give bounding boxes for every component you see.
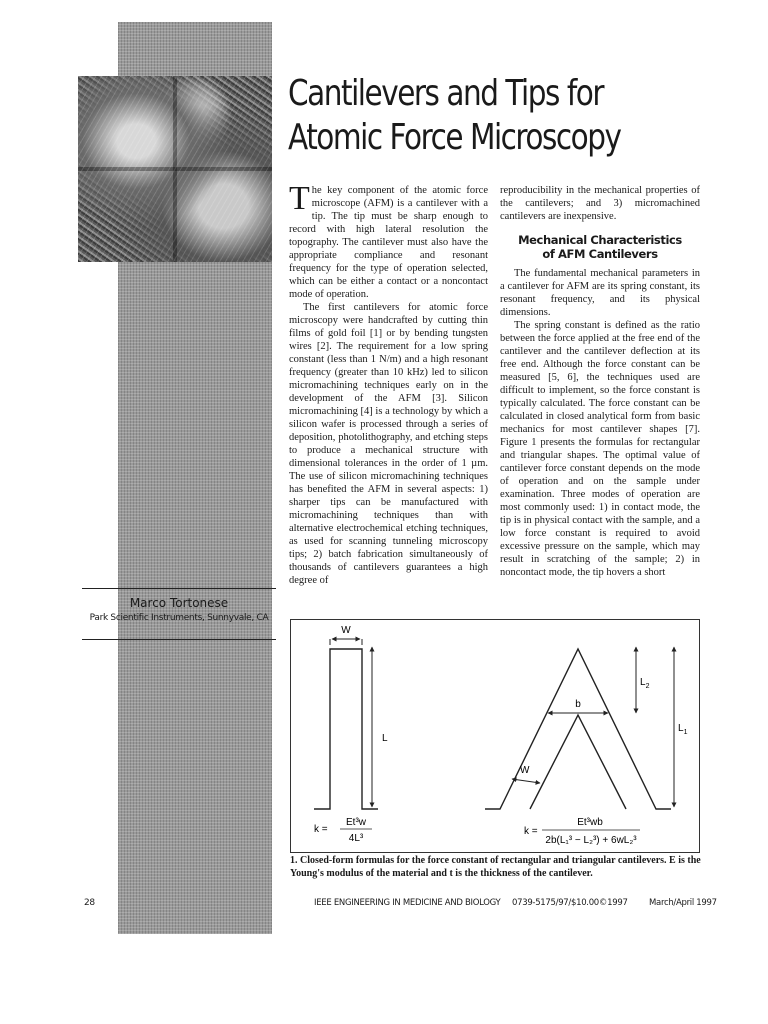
section-heading-line-2: of AFM Cantilevers xyxy=(542,247,658,261)
author-affiliation: Park Scientific Instruments, Sunnyvale, CA xyxy=(89,613,269,623)
issue-date: March/April 1997 xyxy=(649,898,717,908)
article-title xyxy=(288,72,665,160)
formula-tri-numerator: Et³wb xyxy=(577,817,603,828)
body-column-1 xyxy=(289,180,488,587)
title-line-2: Atomic Force Microscopy xyxy=(288,117,621,158)
paragraph-continued: reproducibility in the mechanical properties of the cantilevers; and 3) micromachined cantilevers are inexpensive. xyxy=(500,185,700,222)
w-tri-dimension-arrow xyxy=(512,779,540,783)
paragraph-intro-text: he key component of the atomic force microscope (AFM) is a cantilever with a tip. The tip must be sharp enough to record with high lateral resolution the topography. The cantilever must also have the appropriate compliance and resonant frequency for the type of operation selected, which can be either a contact or a noncontact mode of operation. xyxy=(289,185,488,300)
paragraph-spring-constant: The spring constant is defined as the ratio between the force applied at the free end of the cantilever and the cantilever deflection at its free end. Although the force constant can be measured [5, 6], the techniques used are difficult to implement, so the force constant is typically calculated. The force constant can be calculated in closed analytical form from basic mechanics for most cantilever shapes [7]. Figure 1 presents the formulas for rectangular and triangular shapes. The optimal value of cantilever force constant depends on the mode of operation and on the sample under examination. Three modes of operation are most commonly used: 1) in contact mode, the tip is in physical contact with the sample, and a low force constant is required to avoid excessive pressure on the sample, which may result in scratching of the sample; 2) in noncontact mode, the tip hovers a short xyxy=(500,320,700,578)
paragraph-history: The first cantilevers for atomic force microscopy were handcrafted by cutting thin films of gold foil [1] or by bending tungsten wires [2]. The requirement for a low spring constant (less than 1 N/m) and a high resonant frequency (greater than 10 kHz) led to silicon micromachining techniques early on in the development of the AFM [3]. Silicon micromachining [4] is a technology by which a silicon wafer is processed through a series of deposition, photolithography, and etching steps to produce a mechanical structure with dimensional tolerances in the order of 1 µm. The use of silicon micromachining techniques has benefited the AFM in several aspects: 1) sharper tips can be manufactured with micromachining techniques than with alternative electrochemical etching techniques, as used for scanning tunneling microscopy tips; 2) batch fabrication simultaneously of thousands of cantilevers guarantees a high degree of xyxy=(289,302,488,586)
label-w-rect: W xyxy=(341,625,351,636)
rectangular-cantilever-outline xyxy=(314,649,378,809)
paragraph-intro xyxy=(289,180,488,301)
label-l1: $L_1$ xyxy=(678,723,688,736)
triangular-cantilever-inner xyxy=(530,715,626,809)
formula-rect-lhs: k = xyxy=(314,824,328,835)
label-b: b xyxy=(575,699,581,710)
formula-rect-numerator: Et³w xyxy=(346,817,366,828)
author-name: Marco Tortonese xyxy=(129,596,229,610)
paragraph-parameters: The fundamental mechanical parameters in a cantilever for AFM are its spring constant, its resonant frequency, and its physical dimensions. xyxy=(500,268,700,318)
formula-tri-denominator: 2b(L₁³ − L₂³) + 6wL₂³ xyxy=(545,835,637,846)
afm-micrograph-image xyxy=(78,76,272,262)
triangular-cantilever-outer xyxy=(485,649,671,809)
title-line-1: Cantilevers and Tips for xyxy=(288,73,604,114)
body-column-2 xyxy=(500,184,700,579)
label-l2: $L_2$ xyxy=(640,677,650,690)
label-l-rect: L xyxy=(382,733,388,744)
page-number: 28 xyxy=(84,898,95,908)
label-w-tri: W xyxy=(520,765,530,776)
author-rule-bottom xyxy=(82,639,276,640)
copyright-notice: 0739-5175/97/$10.00©1997 xyxy=(512,898,628,908)
journal-name: IEEE ENGINEERING IN MEDICINE AND BIOLOGY xyxy=(314,898,501,908)
section-heading xyxy=(500,233,700,261)
formula-rect-denominator: 4L³ xyxy=(348,833,364,844)
drop-cap: T xyxy=(289,180,310,217)
figure-1-caption: 1. Closed-form formulas for the force constant of rectangular and triangular cantilevers. E is the Young's modulus of the material and t is the thickness of the cantilever. xyxy=(290,855,701,879)
author-rule-top xyxy=(82,588,276,589)
formula-tri-lhs: k = xyxy=(524,826,538,837)
section-heading-line-1: Mechanical Characteristics xyxy=(518,233,682,247)
figure-1-cantilever-diagram xyxy=(290,619,700,853)
